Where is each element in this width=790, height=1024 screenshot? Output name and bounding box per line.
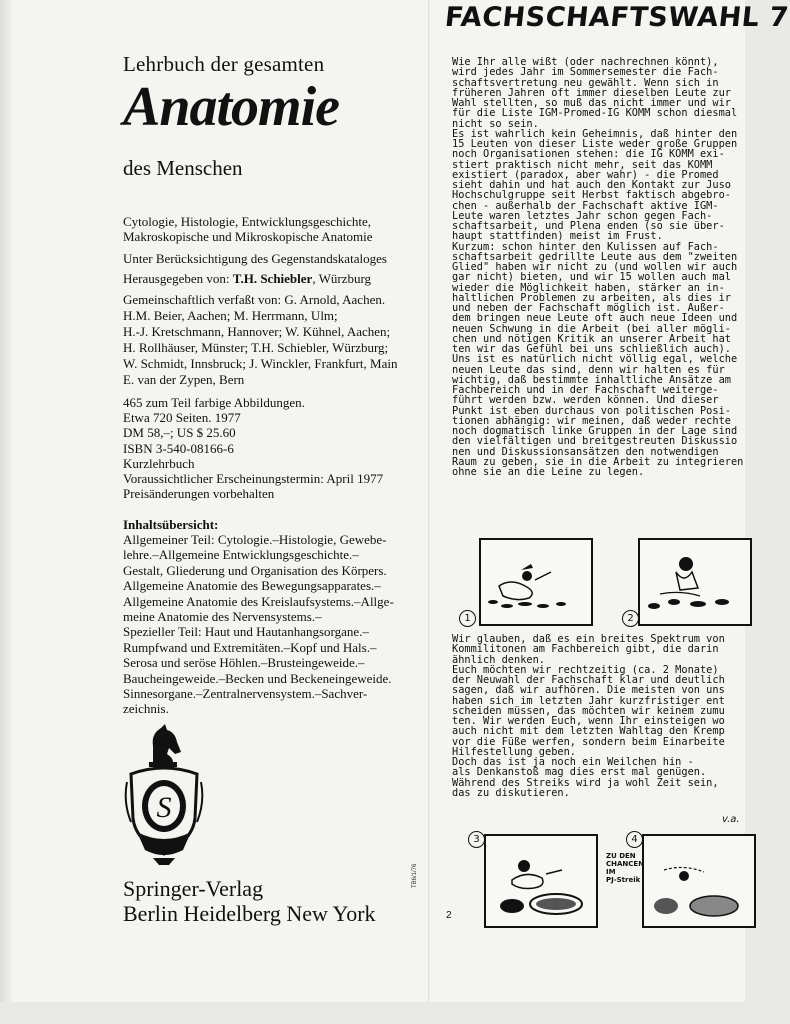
svg-text:S: S <box>156 791 172 824</box>
flyer-line: tionen abhängig: wir meinen, daß weder rechte <box>452 414 731 427</box>
contents-list: Allgemeiner Teil: Cytologie.–Histologie, Gewebe- lehre.–Allgemeine Entwicklungsgeschichte.– Gestalt, Gliederung und Organisation des Körpers. Allgemeine Anatomie des Bewegungsapparates.– Allgemeine Anatomie des Kreislaufsystems.–Allge- meine Anatomie des Nervensystems.– Spezieller Teil: Haut und Hautanhangsorgane.– Rumpfwand und Extremitäten.–Kopf und Hals.– Serosa und seröse Höhlen.–Brusteingeweide.– Baucheingeweide.–Becken und Beckeneingeweide. Sinnesorgane.–Zentralnervensystem.–Sachver- zeichnis. <box>123 532 394 717</box>
flyer-line: neuen Leute das sind, denn wir halten es für <box>452 363 725 376</box>
flyer-line: für die Liste IGM-Promed-IG KOMM schon diesmal <box>452 107 738 120</box>
flyer-text-top <box>452 57 752 477</box>
flyer-line: Es ist wahrlich kein Geheimnis, daß hinter den <box>452 127 738 140</box>
cartoon-figure-icon <box>640 540 750 624</box>
panel-number-2: 2 <box>622 610 639 627</box>
flyer-line: wieder die Möglichkeit haben, stärker an in- <box>452 281 725 294</box>
flyer-line: auch nicht mit dem letzten Wahltag den Kremp <box>452 725 725 738</box>
flyer-line: ten. Wir werden Euch, wenn Ihr einsteigen wo <box>452 715 725 727</box>
flyer-line: nen und Diskussionsansätzen den notwendigen <box>452 445 719 458</box>
handwritten-headline: FACHSCHAFTSWAHL 7 <box>443 2 790 33</box>
flyer-line: führt werden bzw. werden können. Und dieser <box>452 394 719 407</box>
flyer-line: Während des Streiks wird ja wohl Zeit sein, <box>452 776 719 789</box>
flyer-line: haupt stattfinden) meist im Frust. <box>452 230 663 243</box>
flyer-line: sagen, daß wir aufhören. Die meisten von uns <box>452 684 725 697</box>
flyer-line: Uns ist es natürlich nicht völlig egal, welche <box>452 353 738 366</box>
panel-number-1: 1 <box>459 610 476 627</box>
flyer-line: schaftsarbeit, und Plena enden (so sie über- <box>452 220 725 232</box>
comic-panel-1 <box>479 538 593 626</box>
book-subjects: Cytologie, Histologie, Entwicklungsgeschichte, Makroskopische und Mikroskopische Anatomie <box>123 214 373 244</box>
flyer-line: chen - außerhalb der Fachschaft aktive IGM- <box>452 199 719 212</box>
flyer-line: den vielfältigen und breitgestreuten Diskussio <box>452 435 738 448</box>
flyer-line: der Neuwahl der Fachschaft klar und deutlich <box>452 674 725 686</box>
flyer-line: früheren Jahren oft immer dieselben Leute zur <box>452 86 731 99</box>
publisher-block <box>123 876 418 926</box>
panel-4-caption: ZU DEN CHANCEN IM PJ-Streik <box>606 852 645 884</box>
flyer-line: Doch das ist ja noch ein Weilchen hin - <box>452 756 694 768</box>
flyer-line: Fachbereich und in der Fachschaft weiterge- <box>452 384 719 396</box>
flyer-line: Punkt ist eben durchaus von politischen Posi- <box>452 404 731 417</box>
flyer-line: Wie Ihr alle wißt (oder nachrechnen könnt), <box>452 56 719 68</box>
flyer-line: nicht so sein. <box>452 117 539 130</box>
flyer-line: ähnlich denken. <box>452 653 545 666</box>
cartoon-figure-icon <box>644 836 754 926</box>
panel-number-3: 3 <box>468 831 485 848</box>
flyer-line: ten wir das Gefühl bei uns schließlich auch). <box>452 343 731 355</box>
flyer-line: existiert (paradox, aber wahr) - die Promed <box>452 168 719 181</box>
flyer-line: neuen Schwung in die Arbeit (bei aller mögli- <box>452 322 731 335</box>
publisher-cities: Berlin Heidelberg New York <box>123 901 376 926</box>
panel-number-4: 4 <box>626 831 643 848</box>
flyer-line: Raum zu geben, sie in die Arbeit zu integrieren <box>452 455 744 468</box>
flyer-line: stiert praktisch nicht mehr, seit das KOMM <box>452 158 713 171</box>
flyer-line: dem bringen neue Leute oft auch neue Ideen und <box>452 312 738 325</box>
flyer-line: Kommilitonen am Fachbereich gibt, die darin <box>452 643 719 656</box>
cartoon-figure-icon <box>486 836 596 926</box>
cartoon-figure-icon <box>481 540 591 624</box>
flyer-line: Kurzum: schon hinter den Kulissen auf Fach- <box>452 240 719 253</box>
flyer-line: Hochschulgruppe seit Herbst faktisch abgebro- <box>452 189 731 202</box>
book-details: 465 zum Teil farbige Abbildungen. Etwa 720 Seiten. 1977 DM 58,–; US $ 25.60 ISBN 3-540-08166-6 Kurzlehrbuch Voraussichtlicher Erscheinungstermin: April 1977 Preisänderungen vorbehalten <box>123 395 384 502</box>
flyer-line: und neben der Fachschaft möglich ist. Außer- <box>452 302 725 314</box>
flyer-line: wichtig, daß bestimmte inhaltliche Ansätze am <box>452 373 731 386</box>
flyer-line: schaftsarbeit gedrillte Leute aus dem "zweiten <box>452 250 738 263</box>
page-edge-shadow <box>0 0 14 1002</box>
flyer-line: chen und nötigen Kritik an unserer Arbeit hat <box>452 332 731 345</box>
flyer-line: vor die Füße werfen, sondern beim Einarbeite <box>452 735 725 748</box>
flyer-line: sieht dahin und hat auch den Kontakt zur Juso <box>452 179 731 191</box>
book-title-prefix: Lehrbuch der gesamten <box>123 52 325 76</box>
paste-seam <box>428 0 430 1002</box>
flyer-line: Wahl stellten, so muß das nicht immer und wir <box>452 97 731 109</box>
flyer-line: noch Organisationen stehen: die IG KOMM exi- <box>452 148 725 161</box>
contents-heading: Inhaltsübersicht: <box>123 517 219 532</box>
flyer-line: wird jedes Jahr im Sommersemester die Fach- <box>452 66 719 79</box>
flyer-line: Hilfestellung geben. <box>452 745 576 758</box>
flyer-line: das zu diskutieren. <box>452 786 570 799</box>
flyer-line: Leute waren letztes Jahr schon gegen Fach- <box>452 209 713 222</box>
flyer-line: haben sich im letzten Jahr kurzfristiger ent <box>452 694 725 707</box>
flyer-line: gar nicht) bieten, und wir 15 wollen auch mal <box>452 271 731 284</box>
flyer-line: ohne sie an die Leine zu legen. <box>452 466 645 478</box>
flyer-line: scheiden müssen, das möchten wir keinem zumu <box>452 704 725 717</box>
comic-panel-4 <box>642 834 756 928</box>
flyer-line: noch dogmatisch linke Gruppen in der Lage sind <box>452 425 738 437</box>
flyer-line: haltlichen Problemen zu arbeiten, als dies ir <box>452 291 731 304</box>
comic-panel-3 <box>484 834 598 928</box>
book-title-suffix: des Menschen <box>123 156 243 180</box>
book-title: Anatomie <box>123 76 340 138</box>
publisher-name: Springer-Verlag <box>123 876 264 901</box>
author-list: Gemeinschaftlich verfaßt von: G. Arnold, Aachen. H.M. Beier, Aachen; M. Herrmann, Ulm; H.-J. Kretschmann, Hannover; W. Kühnel, Aachen; H. Rollhäuser, Münster; T.H. Schiebler, Würzburg; W. Schmidt, Innsbruck; J. Winckler, Frankfurt, Main E. van der Zypen, Bern <box>123 292 398 387</box>
page-number: 2 <box>446 910 452 921</box>
flyer-line: Glied" haben wir nicht zu (und wollen wir auch <box>452 261 738 273</box>
flyer-text-bottom <box>452 634 752 798</box>
editor-line: Herausgegeben von: T.H. Schiebler, Würzburg <box>123 271 372 286</box>
flyer-line: als Denkanstoß mag dies erst mal genügen. <box>452 766 707 779</box>
print-code: TB6/1/76 <box>412 863 418 888</box>
springer-horse-logo-icon <box>123 722 205 866</box>
flyer-line: Wir glauben, daß es ein breites Spektrum von <box>452 633 725 645</box>
comic-panel-2 <box>638 538 752 626</box>
flyer-line: Euch möchten wir rechtzeitig (ca. 2 Monate) <box>452 663 719 676</box>
signature: v.a. <box>722 814 740 825</box>
flyer-line: 15 Leuten von dieser Liste weder große Gruppen <box>452 138 738 150</box>
flyer-line: schaftsvertretung neu gewählt. Wenn sich in <box>452 76 719 89</box>
catalog-note: Unter Berücksichtigung des Gegenstandskataloges <box>123 251 387 266</box>
